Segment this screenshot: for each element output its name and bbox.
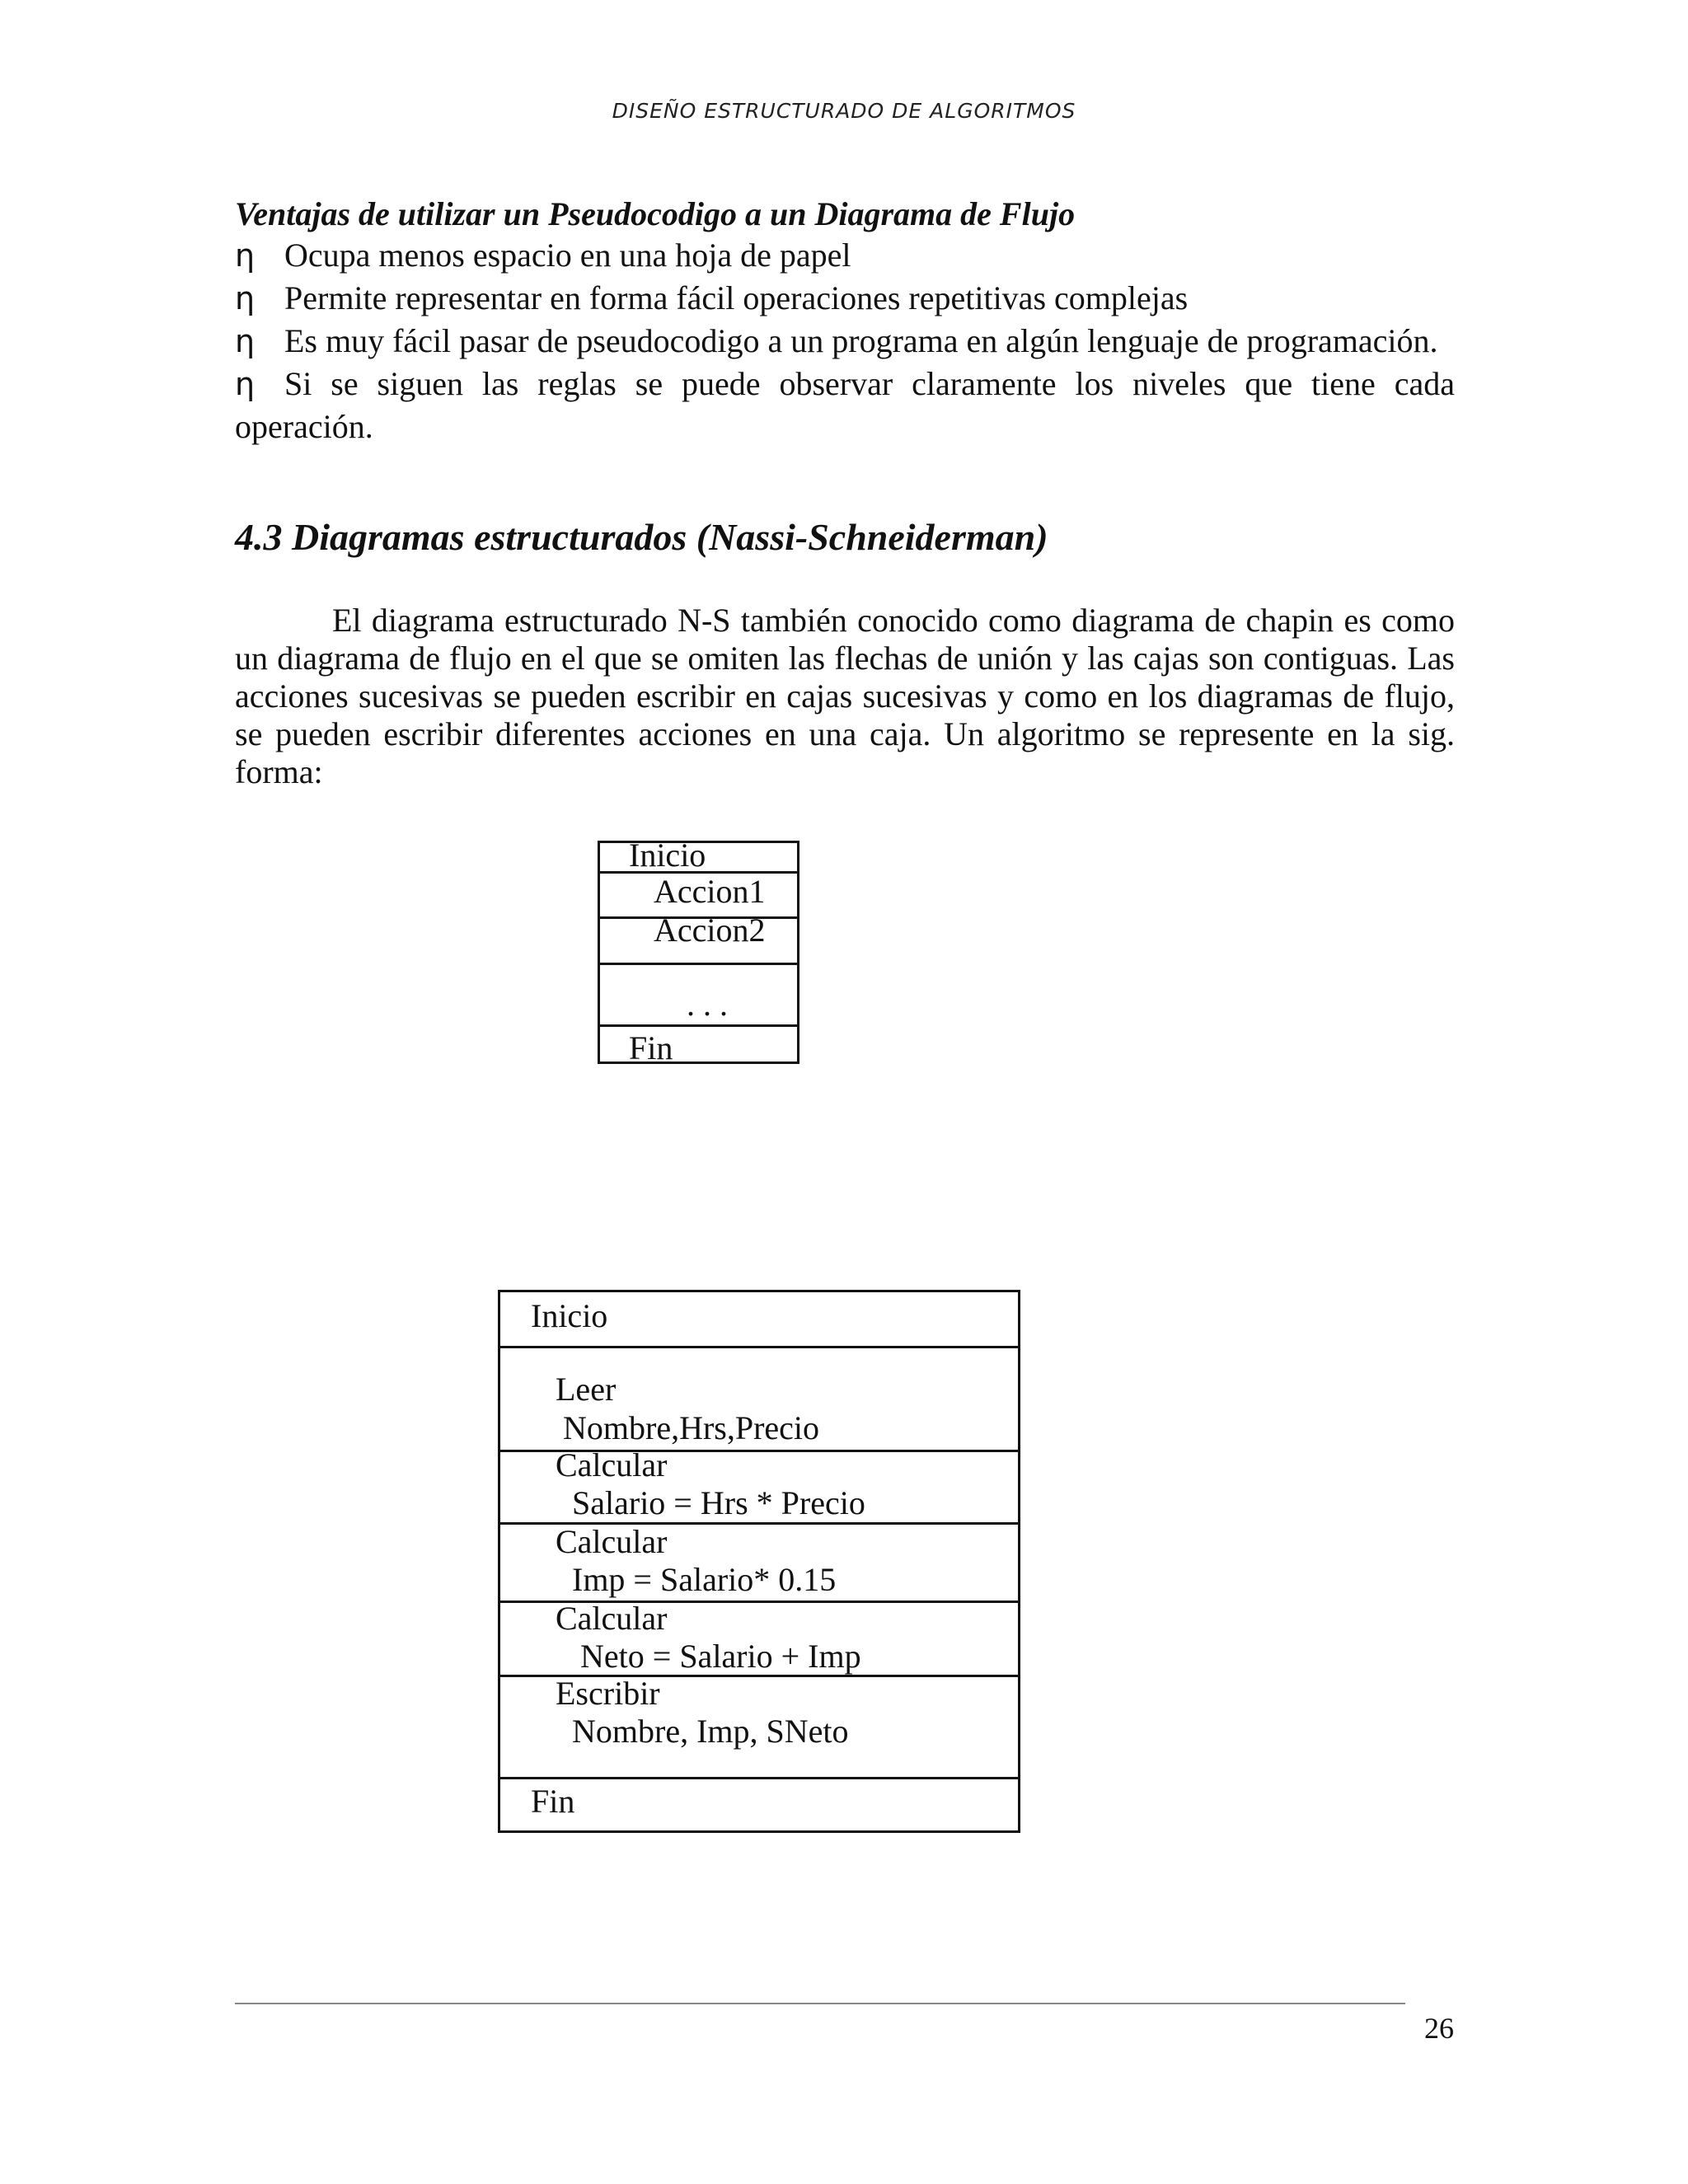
ns-step-verb: Calcular [556, 1446, 668, 1483]
ns-ellipsis-row [600, 963, 797, 1027]
advantage-text: Si se siguen las reglas se puede observar claramente los niveles que tiene cada operación. [235, 365, 1455, 445]
ns-step-verb: Calcular [556, 1600, 668, 1637]
advantage-item [235, 363, 1455, 448]
ns-step-detail: Neto = Salario + Imp [580, 1638, 861, 1675]
ns-action-label: Accion1 [654, 873, 766, 910]
ns-step-row [500, 1522, 1018, 1603]
ns-end-row [600, 1024, 797, 1066]
eta-bullet-icon: η [235, 323, 256, 359]
advantages-list [235, 234, 1455, 448]
ns-step-detail: Nombre, Imp, SNeto [572, 1713, 849, 1750]
ns-start-row [500, 1292, 1018, 1348]
eta-bullet-icon: η [235, 237, 256, 274]
ns-action-label: Accion2 [654, 912, 766, 949]
ns-step-verb: Calcular [556, 1523, 668, 1560]
eta-bullet-icon: η [235, 366, 256, 402]
ns-step-detail: Imp = Salario* 0.15 [572, 1561, 837, 1598]
footer-divider [235, 2003, 1405, 2004]
ns-step-row [500, 1601, 1018, 1677]
ns-diagram-salary [498, 1290, 1020, 1833]
advantages-title: Ventajas de utilizar un Pseudocodigo a un Diagrama de Flujo [235, 195, 1076, 232]
advantage-text: Ocupa menos espacio en una hoja de papel [284, 237, 851, 274]
advantage-text: Es muy fácil pasar de pseudocodigo a un programa en algún lenguaje de programación. [284, 322, 1438, 359]
running-header: DISEÑO ESTRUCTURADO DE ALGORITMOS [612, 99, 1076, 123]
ns-action-row [600, 912, 797, 965]
ns-diagram-generic [598, 837, 799, 1066]
ns-end-label: Fin [531, 1783, 575, 1820]
section-paragraph: El diagrama estructurado N-S también conocido como diagrama de chapin es como un diagrama de flujo en el que se omiten las flechas de unión y las cajas son contiguas. Las acciones sucesivas se pueden escribir en cajas sucesivas y como en los diagramas de flujo, se pueden escribir diferentes acciones en una caja. Un algoritmo se represente en la sig. forma: [235, 602, 1455, 790]
ns-step-detail: Nombre,Hrs,Precio [563, 1409, 820, 1446]
ns-start-label: Inicio [531, 1297, 608, 1334]
ns-step-verb: Escribir [556, 1675, 660, 1712]
advantage-text: Permite representar en forma fácil operaciones repetitivas complejas [284, 279, 1189, 316]
advantage-item [235, 320, 1455, 363]
section-heading: 4.3 Diagramas estructurados (Nassi-Schneiderman) [235, 516, 1048, 558]
ns-step-row [500, 1346, 1018, 1452]
ns-step-row [500, 1675, 1018, 1779]
advantage-item [235, 234, 1455, 277]
ns-start-label: Inicio [629, 837, 706, 874]
ns-start-row [600, 837, 797, 874]
ns-end-row [500, 1777, 1018, 1830]
ns-step-row [500, 1446, 1018, 1525]
advantage-item [235, 277, 1455, 320]
page-number: 26 [1424, 2012, 1454, 2045]
ns-step-detail: Salario = Hrs * Precio [572, 1484, 865, 1521]
ns-ellipsis-label: . . . [687, 986, 728, 1023]
eta-bullet-icon: η [235, 280, 256, 316]
ns-step-verb: Leer [556, 1371, 617, 1408]
ns-end-label: Fin [629, 1029, 673, 1066]
